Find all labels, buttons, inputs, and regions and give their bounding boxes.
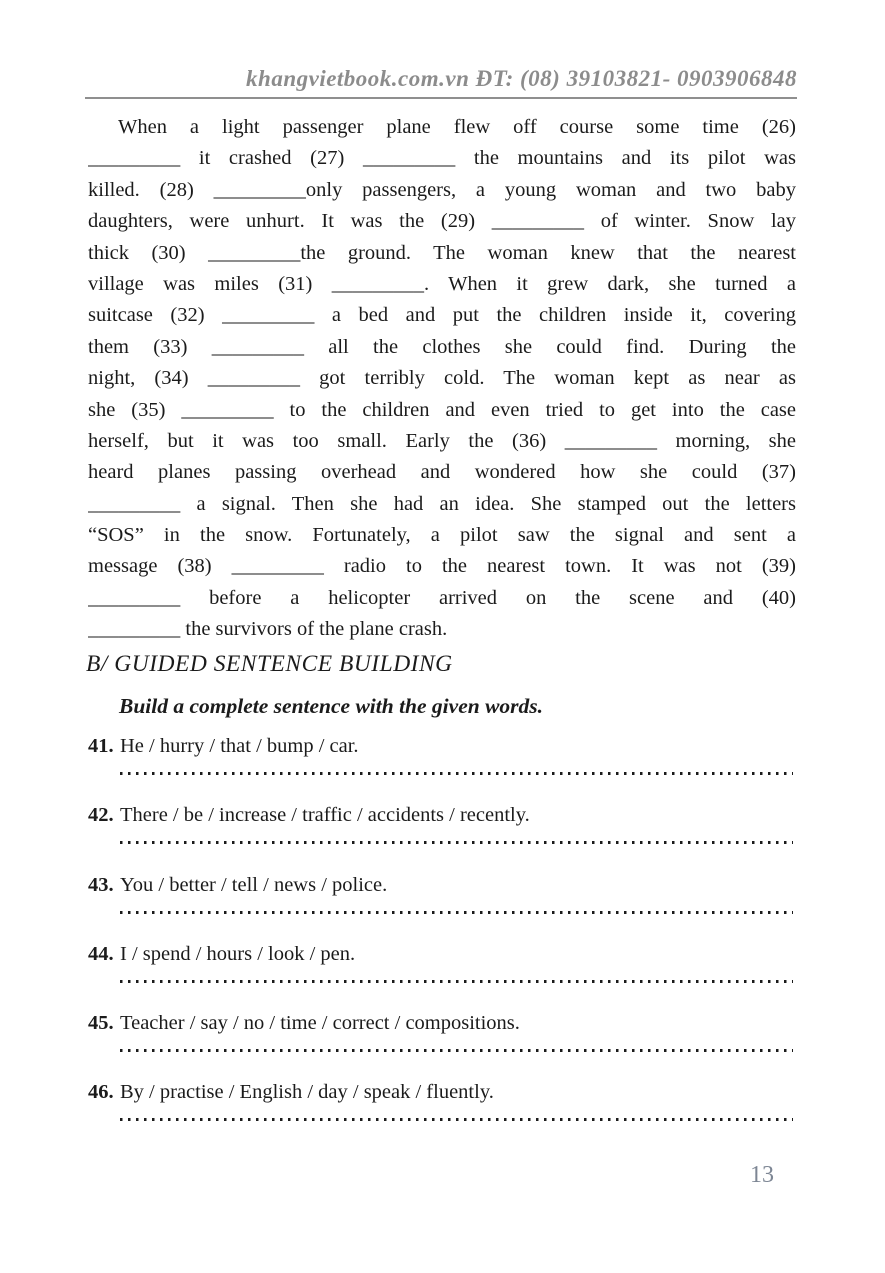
passage-line: _________ it crashed (27) _________ the mountains and its pilot was: [88, 147, 796, 170]
cloze-passage: [88, 112, 796, 646]
passage-line: thick (30) _________the ground. The woman knew that the nearest: [88, 241, 796, 264]
answer-dotted-line: [120, 1049, 793, 1052]
header-website-phone: khangvietbook.com.vn ĐT: (08) 39103821- 0903906848: [246, 66, 797, 91]
passage-line: village was miles (31) _________. When it grew dark, she turned a: [88, 272, 796, 295]
exercise-question: [88, 939, 796, 970]
passage-line: them (33) _________ all the clothes she could find. During the: [88, 335, 796, 358]
exercise-item-41: [88, 731, 796, 800]
answer-dotted-line: [120, 772, 793, 775]
passage-line: “SOS” in the snow. Fortunately, a pilot saw the signal and sent a: [88, 524, 796, 547]
exercise-question: [88, 870, 796, 901]
section-heading: B/ GUIDED SENTENCE BUILDING: [86, 651, 453, 677]
header-divider: [85, 97, 797, 99]
passage-line: message (38) _________ radio to the nearest town. It was not (39): [88, 555, 796, 578]
passage-line: killed. (28) _________only passengers, a young woman and two baby: [88, 178, 796, 201]
answer-dotted-line: [120, 841, 793, 844]
exercise-prompt: I / spend / hours / look / pen.: [120, 942, 356, 965]
exercise-item-46: [88, 1077, 796, 1146]
exercise-prompt: You / better / tell / news / police.: [120, 873, 388, 896]
exercise-number: 41.: [88, 735, 114, 757]
exercise-prompt: He / hurry / that / bump / car.: [120, 735, 359, 757]
exercise-item-44: [88, 939, 796, 1008]
exercise-item-45: [88, 1008, 796, 1077]
passage-line: daughters, were unhurt. It was the (29) _________ of winter. Snow lay: [88, 210, 796, 233]
passage-line: she (35) _________ to the children and even tried to get into the case: [88, 398, 796, 421]
exercise-prompt: By / practise / English / day / speak / fluently.: [120, 1081, 494, 1104]
exercise-number: 43.: [88, 873, 114, 896]
exercise-question: [88, 731, 796, 762]
passage-line: herself, but it was too small. Early the (36) _________ morning, she: [88, 429, 796, 452]
passage-line: _________ the survivors of the plane crash.: [88, 618, 448, 641]
exercise-question: [88, 1077, 796, 1108]
exercise-number: 46.: [88, 1081, 114, 1104]
answer-dotted-line: [120, 980, 793, 983]
passage-line: night, (34) _________ got terribly cold. The woman kept as near as: [88, 367, 796, 390]
passage-line: heard planes passing overhead and wondered how she could (37): [88, 461, 796, 484]
passage-line: _________ a signal. Then she had an idea. She stamped out the letters: [88, 492, 796, 515]
passage-line: suitcase (32) _________ a bed and put the children inside it, covering: [88, 304, 796, 327]
answer-dotted-line: [120, 911, 793, 914]
exercise-number: 44.: [88, 942, 114, 965]
exercise-prompt: There / be / increase / traffic / accidents / recently.: [120, 804, 530, 827]
exercise-question: [88, 800, 796, 831]
exercise-number: 45.: [88, 1012, 114, 1035]
exercise-item-43: [88, 870, 796, 939]
exercise-list: [88, 731, 796, 1147]
exercise-prompt: Teacher / say / no / time / correct / compositions.: [120, 1012, 520, 1035]
exercise-item-42: [88, 800, 796, 869]
passage-line: When a light passenger plane flew off course some time (26): [118, 116, 796, 138]
page-number: 13: [750, 1162, 774, 1188]
exercise-question: [88, 1008, 796, 1039]
passage-line: _________ before a helicopter arrived on the scene and (40): [88, 586, 796, 609]
exercise-number: 42.: [88, 804, 114, 827]
section-instruction: Build a complete sentence with the given words.: [119, 694, 544, 718]
answer-dotted-line: [120, 1118, 793, 1121]
